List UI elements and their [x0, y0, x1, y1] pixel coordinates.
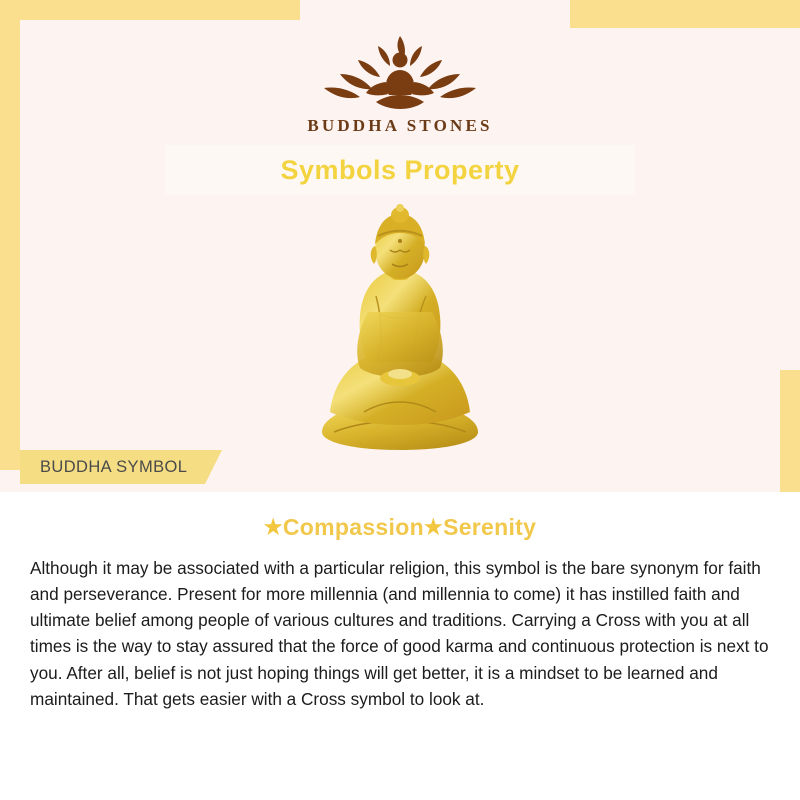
decorative-top-left-bar	[0, 0, 300, 20]
hero-image	[0, 200, 800, 490]
brand-logo-block	[0, 26, 800, 136]
subtitle-compassion: Compassion	[282, 514, 424, 540]
title-banner	[165, 145, 635, 195]
buddha-statue-illustration	[280, 200, 520, 490]
page-title: Symbols Property	[280, 154, 520, 185]
lotus-meditation-figure-icon	[310, 26, 490, 114]
star-icon-right: ★	[423, 516, 444, 539]
category-tag-label: BUDDHA SYMBOL	[40, 457, 188, 476]
content-paragraph: Although it may be associated with a particular religion, this symbol is the bare synonym for faith and perseverance. Present for more millennia (and millennia to come) it has instilled faith and ultimate belief among people of various cultures and traditions. Carrying a Cross with you at all times is the way to stay assured that the force of good karma and continuous protection is next to you. After all, belief is not just hoping things will get better, it is a mindset to be learned and maintained. That gets easier with a Cross symbol to look at.	[30, 558, 769, 709]
star-icon-left: ★	[263, 516, 283, 539]
content-panel	[0, 492, 800, 800]
content-subtitle	[0, 514, 800, 541]
brand-name: BUDDHA STONES	[307, 116, 493, 135]
category-tag	[20, 450, 205, 484]
decorative-top-right-bar	[570, 0, 800, 28]
subtitle-serenity: Serenity	[443, 514, 537, 540]
